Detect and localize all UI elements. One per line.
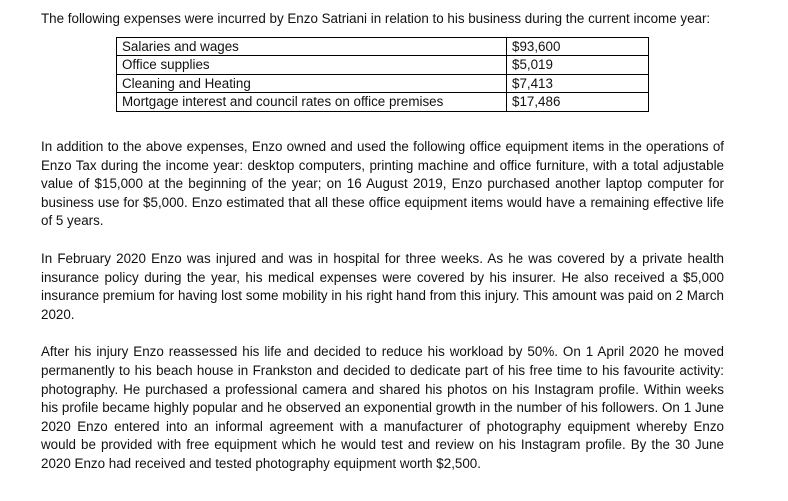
expense-item: Cleaning and Heating <box>117 74 507 93</box>
expense-item: Mortgage interest and council rates on office premises <box>117 93 507 112</box>
expense-item: Office supplies <box>117 56 507 75</box>
table-row <box>117 37 649 56</box>
table-row <box>117 93 649 112</box>
expense-amount: $7,413 <box>507 74 649 93</box>
expense-item: Salaries and wages <box>117 37 507 56</box>
expenses-table <box>116 37 649 112</box>
table-row <box>117 56 649 75</box>
expense-amount: $5,019 <box>507 56 649 75</box>
photography-paragraph: After his injury Enzo reassessed his life and decided to reduce his workload by 50%. On 1 April 2020 he moved permanently to his beach house in Frankston and decided to dedicate part of his free time to his favourite activity: photography. He purchased a professional camera and shared his photos on his Instagram profile. Within weeks his profile became highly popular and he observed an exponential growth in the number of his followers. On 1 June 2020 Enzo entered into an informal agreement with a manufacturer of photography equipment whereby Enzo would be provided with free equipment which he would test and review on his Instagram profile. By the 30 June 2020 Enzo had received and tested photography equipment worth $2,500. <box>41 344 724 471</box>
intro-paragraph: The following expenses were incurred by Enzo Satriani in relation to his business during the current income year: <box>41 11 711 26</box>
expense-amount: $93,600 <box>507 37 649 56</box>
injury-paragraph: In February 2020 Enzo was injured and was in hospital for three weeks. As he was covered by a private health insurance policy during the year, his medical expenses were covered by his insurer. He also received a $5,000 insurance premium for having lost some mobility in his right hand from this injury. This amount was paid on 2 March 2020. <box>41 250 724 322</box>
document-body <box>41 10 724 473</box>
equipment-paragraph: In addition to the above expenses, Enzo owned and used the following office equipment items in the operations of Enzo Tax during the income year: desktop computers, printing machine and office furniture, with a total adjustable value of $15,000 at the beginning of the year; on 16 August 2019, Enzo purchased another laptop computer for business use for $5,000. Enzo estimated that all these office equipment items would have a remaining effective life of 5 years. <box>41 138 724 229</box>
table-row <box>117 74 649 93</box>
expense-amount: $17,486 <box>507 93 649 112</box>
